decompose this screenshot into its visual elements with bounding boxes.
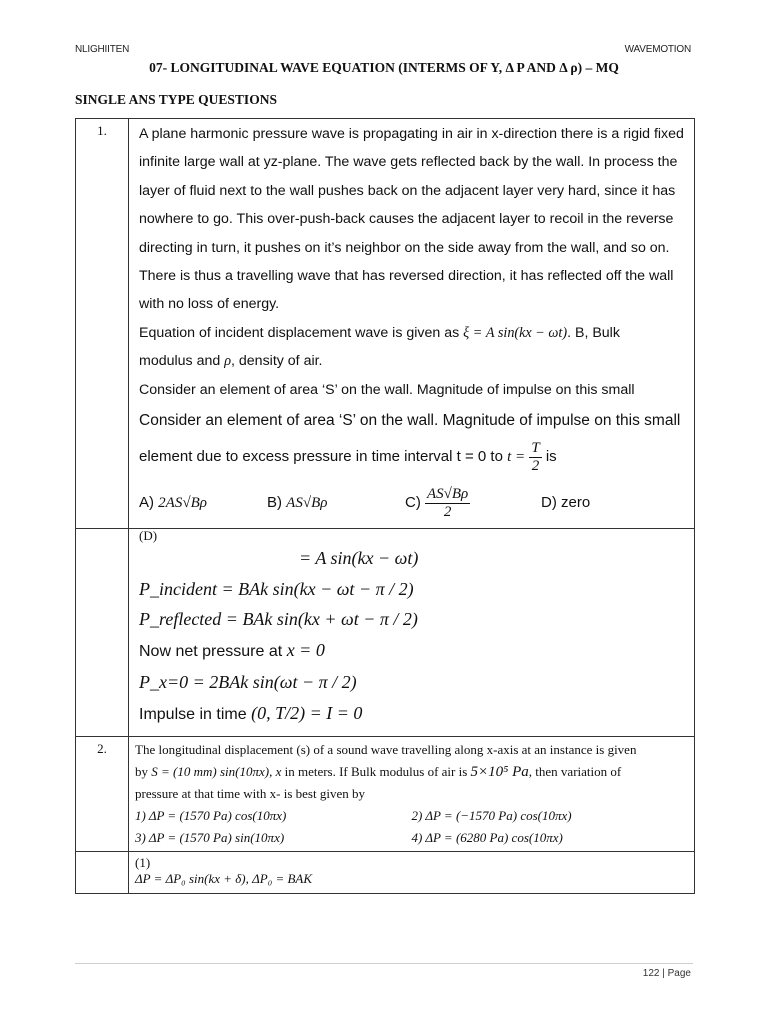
question-1-consider-large: Consider an element of area ‘S’ on the wall. Magnitude of impulse on this small [139,412,681,430]
q2-option-4: 4) ΔP = (6280 Pa) cos(10πx) [411,830,563,846]
solution-2-body [129,852,695,894]
q2-bulk-value: 5×10⁵ Pa [470,764,529,781]
net-pressure-text: Now net pressure at [139,642,283,660]
option-a [139,489,267,517]
page-title: 07- LONGITUDINAL WAVE EQUATION (INTERMS OF Y, Δ P AND Δ ρ) – MQ [149,60,619,75]
question-2-body [129,737,695,852]
question-2-line3: pressure at that time with x- is best given by [135,786,365,802]
element-text: element due to excess pressure in time interval t = 0 to [139,448,503,466]
solution-1-line1: = A sin(kx − ωt) [299,548,419,569]
option-c-numerator: AS√Bρ [427,486,469,503]
option-d: D) zero [541,493,591,511]
solution-1-impulse [139,698,694,731]
questions-table [75,118,695,894]
option-c [405,486,541,520]
question-2-options-row2 [135,827,688,849]
incident-wave-equation: ξ = A sin(kx − ωt) [463,324,568,341]
q2-displacement-eq: S = (10 mm) sin(10πx), x [151,764,282,780]
question-1-paragraph: A plane harmonic pressure wave is propagating in air in x-direction there is a rigid fixed infinite large wall at yz-plane. The wave gets reflected back by the wall. In process the layer of fluid next to the wall pushes back on the adjacent layer very hard, since it has nowhere to go. This over-push-back causes the adjacent layer to recoil in the reverse directing in turn, it pushes on it’s neighbor on the side away from the wall, and so on. There is thus a travelling wave that has reversed direction, it has reflected off the wall with no loss of energy. [139,126,684,313]
net-pressure-math: x = 0 [286,639,325,660]
question-1-equation-line [139,319,690,347]
solution-1-incident: P_incident = BAk sin(kx − ωt − π / 2) [139,578,414,599]
t-denominator: 2 [531,457,540,474]
q2-bulk-text: in meters. If Bulk modulus of air is [284,764,468,780]
q2-option-2: 2) ΔP = (−1570 Pa) cos(10πx) [411,808,572,824]
option-c-fraction [425,486,470,520]
header-right: WAVEMOTION [624,44,691,55]
question-2-line1: The longitudinal displacement (s) of a sound wave travelling along x-axis at an instance is given [135,742,637,758]
modulus-text: modulus and [139,353,221,370]
solution-1-answer: (D) [139,528,158,544]
solution-2-row [76,852,695,894]
solution-1-body [129,529,695,737]
t-numerator: T [531,440,540,457]
question-1-body [129,119,695,529]
solution-2-number-cell [76,852,129,894]
solution-1-pressure-at-zero: P_x=0 = 2BAk sin(ωt − π / 2) [139,672,357,693]
option-b [267,489,405,517]
question-2-row [76,737,695,852]
option-c-denominator: 2 [443,503,452,520]
t-equals: t = [507,449,526,466]
solution-1-row [76,529,695,737]
option-b-math: AS√Bρ [286,494,328,511]
t-fraction [529,440,541,474]
section-heading: SINGLE ANS TYPE QUESTIONS [75,92,277,107]
eq-tail: . B, Bulk [567,324,620,341]
q2-option-1: 1) ΔP = (1570 Pa) cos(10πx) [135,808,287,824]
question-1-modulus-line [139,347,690,375]
question-1-number: 1. [76,119,129,529]
option-c-label: C) [405,494,421,512]
question-1-consider-small: Consider an element of area ‘S’ on the wall. Magnitude of impulse on this small [139,381,635,398]
solution-1-reflected: P_reflected = BAk sin(kx + ωt − π / 2) [139,609,418,630]
solution-1-net-pressure [139,635,694,668]
question-1-row [76,119,695,529]
question-2-line2 [135,761,688,783]
q2-option-3: 3) ΔP = (1570 Pa) sin(10πx) [135,830,285,846]
solution-1-number-cell [76,529,129,737]
solution-2-answer: (1) [135,855,151,871]
q2-by: by [135,764,148,780]
question-2-number: 2. [76,737,129,852]
impulse-math: (0, T/2) = I = 0 [251,702,363,723]
q2-variation-text: , then variation of [528,764,622,780]
option-a-math: 2AS√Bρ [158,494,207,511]
question-2-options-row1 [135,805,688,827]
page-number: 122 | Page [642,968,691,979]
rho-symbol: ρ [224,353,232,370]
is-text: is [545,448,557,466]
question-1-options [139,482,690,524]
option-b-label: B) [267,493,282,511]
option-a-label: A) [139,493,154,511]
impulse-text: Impulse in time [139,705,247,723]
eq-intro: Equation of incident displacement wave is given as [139,324,460,341]
footer-divider [75,963,693,964]
solution-2-line1: ΔP = ΔP₀ sin(kx + δ), ΔP₀ = BAK [135,871,313,887]
modulus-tail: , density of air. [231,353,323,370]
header-left: NLIGHIITEN [75,44,130,55]
question-1-element-line [139,438,690,476]
